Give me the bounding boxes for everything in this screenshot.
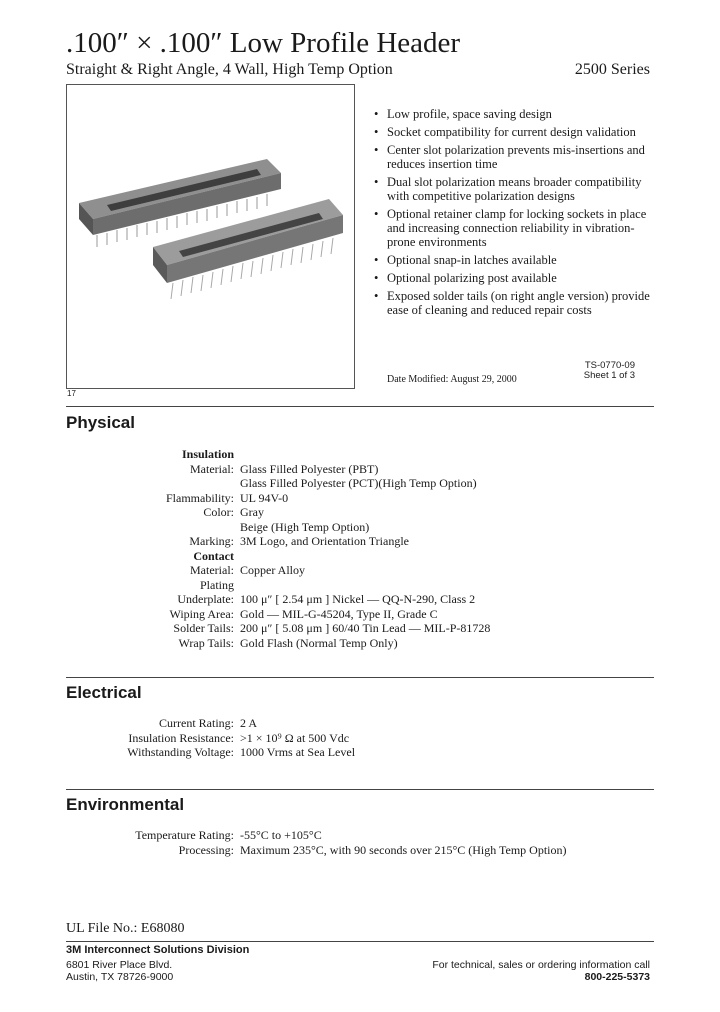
spec-row (66, 828, 626, 843)
spec-row (66, 534, 626, 549)
spec-label: Wiping Area: (169, 606, 234, 621)
spec-value: 2 A (240, 716, 258, 730)
spec-label: Withstanding Voltage: (127, 745, 234, 759)
spec-label: Color: (203, 505, 234, 519)
connector-illustration (67, 85, 354, 388)
spec-value: Glass Filled Polyester (PCT)(High Temp Option) (240, 476, 477, 490)
spec-row (66, 505, 626, 520)
spec-label: Plating (199, 577, 234, 592)
section-title-environmental: Environmental (66, 795, 185, 814)
spec-label: Insulation Resistance: (128, 730, 234, 745)
feature-item: • Dual slot polarization means broader compatibility with competitive polarization designs (370, 175, 660, 203)
spec-label: Flammability: (166, 490, 234, 505)
spec-value: Maximum 235°C, with 90 seconds over 215°C (High Temp Option) (240, 842, 567, 857)
spec-label: Solder Tails: (173, 621, 234, 635)
feature-item: • Low profile, space saving design (370, 107, 660, 121)
spec-row (66, 491, 626, 506)
divider (66, 406, 654, 407)
spec-value: Beige (High Temp Option) (240, 519, 370, 534)
feature-item: • Optional retainer clamp for locking sockets in place and increasing connection reliability in vibration-prone environments (370, 207, 660, 249)
date-modified: Date Modified: August 29, 2000 (387, 374, 517, 385)
feature-item: • Exposed solder tails (on right angle version) provide ease of cleaning and reduced repair costs (370, 289, 660, 317)
physical-spec-table (66, 447, 626, 650)
spec-label: Material: (190, 563, 234, 577)
spec-value: Glass Filled Polyester (PBT) (240, 461, 379, 476)
page-subtitle: Straight & Right Angle, 4 Wall, High Temp Option (66, 61, 393, 78)
address-line-2: Austin, TX 78726-9000 (66, 971, 174, 983)
spec-value: 3M Logo, and Orientation Triangle (240, 534, 409, 548)
product-photo (66, 84, 355, 389)
spec-label: Wrap Tails: (178, 635, 234, 650)
spec-label (66, 520, 240, 535)
section-title-electrical: Electrical (66, 683, 142, 702)
divider (66, 941, 654, 942)
spec-row (66, 520, 626, 535)
spec-row (66, 716, 626, 731)
spec-label: Contact (193, 548, 234, 563)
spec-row (66, 843, 626, 858)
feature-item: • Optional polarizing post available (370, 271, 660, 285)
feature-item: • Socket compatibility for current design validation (370, 125, 660, 139)
spec-row (66, 636, 626, 651)
spec-value: 100 μ″ [ 2.54 μm ] Nickel — QQ-N-290, Class 2 (240, 592, 476, 606)
spec-value (240, 447, 626, 462)
spec-value: UL 94V-0 (240, 490, 289, 505)
feature-item: • Center slot polarization prevents mis-insertions and reduces insertion time (370, 143, 660, 171)
spec-row (66, 447, 626, 462)
division-name: 3M Interconnect Solutions Division (66, 944, 250, 956)
spec-row (66, 549, 626, 564)
spec-row (66, 476, 626, 491)
spec-label: Insulation (181, 447, 234, 461)
spec-value: -55°C to +105°C (240, 828, 322, 842)
header-connector-lower (153, 199, 343, 299)
spec-label: Underplate: (177, 592, 234, 606)
spec-row (66, 745, 626, 760)
contact-text: For technical, sales or ordering information call (432, 959, 650, 971)
environmental-spec-table (66, 828, 626, 857)
spec-value: 200 μ″ [ 5.08 μm ] 60/40 Tin Lead — MIL-P-81728 (240, 621, 491, 635)
feature-item: • Optional snap-in latches available (370, 253, 660, 267)
spec-label (66, 476, 240, 491)
section-title-physical: Physical (66, 413, 135, 432)
divider (66, 789, 654, 790)
feature-list (370, 107, 660, 321)
spec-value: >1 × 10⁹ Ω at 500 Vdc (240, 730, 350, 745)
phone-number: 800-225-5373 (584, 971, 650, 983)
spec-value (240, 549, 626, 564)
spec-value: Copper Alloy (240, 563, 305, 577)
spec-value: 1000 Vrms at Sea Level (240, 745, 356, 759)
spec-row (66, 578, 626, 593)
page-title: .100″ × .100″ Low Profile Header (66, 27, 461, 59)
ul-file-number: UL File No.: E68080 (66, 921, 185, 936)
address-line-1: 6801 River Place Blvd. (66, 959, 173, 971)
spec-label: Current Rating: (159, 716, 234, 730)
spec-value: Gold Flash (Normal Temp Only) (240, 635, 398, 650)
spec-value: Gold — MIL-G-45204, Type II, Grade C (240, 606, 438, 621)
spec-row (66, 621, 626, 636)
ts-number: TS-0770-09 (584, 360, 635, 371)
spec-label: Processing: (178, 842, 234, 857)
spec-row (66, 592, 626, 607)
spec-row (66, 607, 626, 622)
spec-value (240, 578, 626, 593)
spec-label: Temperature Rating: (135, 828, 234, 842)
series-label: 2500 Series (574, 61, 650, 78)
spec-label: Material: (190, 461, 234, 476)
spec-row (66, 462, 626, 477)
spec-label: Marking: (189, 534, 234, 548)
divider (66, 677, 654, 678)
sheet-number: Sheet 1 of 3 (583, 370, 635, 381)
spec-value: Gray (240, 505, 264, 519)
spec-row (66, 563, 626, 578)
spec-row (66, 731, 626, 746)
electrical-spec-table (66, 716, 626, 760)
page-number: 17 (67, 389, 76, 398)
